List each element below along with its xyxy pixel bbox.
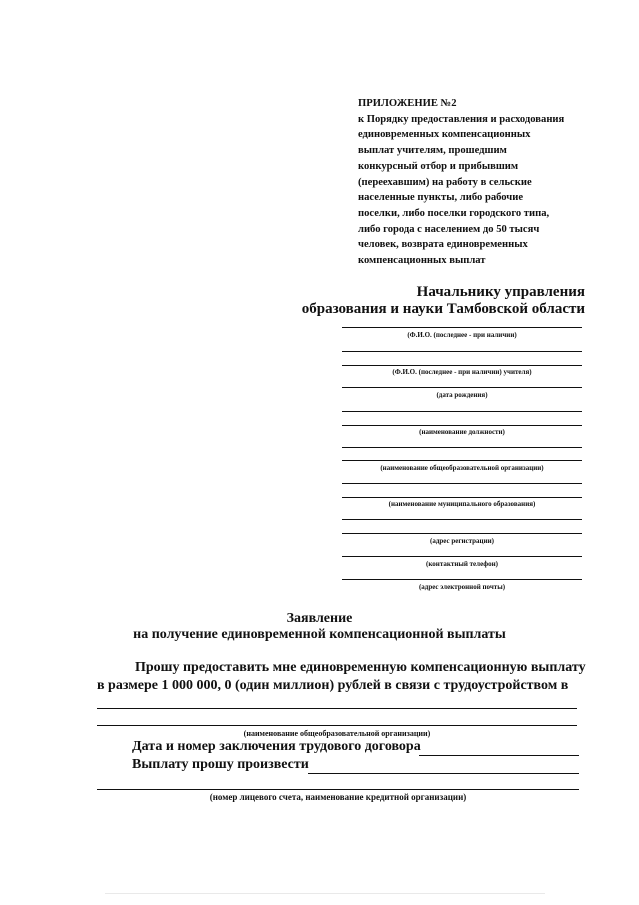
field-line[interactable] — [342, 519, 582, 520]
field-line[interactable] — [342, 425, 582, 426]
appendix-line: населенные пункты, либо рабочие — [358, 192, 524, 204]
appendix-line: компенсационных выплат — [358, 255, 486, 267]
appendix-line: конкурсный отбор и прибывшим — [358, 160, 519, 172]
contract-label: Дата и номер заключения трудового договора — [132, 739, 421, 754]
field-line[interactable] — [342, 556, 582, 557]
field-line[interactable] — [342, 460, 582, 461]
field-caption: (дата рождения) — [436, 391, 488, 399]
appendix-line: к Порядку предоставления и расходования — [358, 113, 565, 125]
addressee-line-1: Начальнику управления — [416, 284, 585, 300]
request-line-2: в размере 1 000 000, 0 (один миллион) рублей в связи с трудоустройством в — [97, 678, 569, 693]
request-line-1: Прошу предоставить мне единовременную компенсационную выплату — [135, 660, 586, 675]
field-line[interactable] — [342, 387, 582, 388]
field-caption: (наименование общеобразовательной организации) — [380, 464, 544, 472]
field-caption: (адрес регистрации) — [430, 537, 494, 545]
statement-subtitle: на получение единовременной компенсационной выплаты — [133, 627, 506, 642]
field-caption: (наименование должности) — [419, 428, 505, 436]
appendix-line: ПРИЛОЖЕНИЕ №2 — [358, 98, 457, 109]
field-line[interactable] — [342, 351, 582, 352]
payment-label: Выплату прошу произвести — [132, 757, 309, 772]
appendix-line: человек, возврата единовременных — [358, 239, 528, 251]
field-line[interactable] — [342, 533, 582, 534]
field-line[interactable] — [342, 365, 582, 366]
field-caption: (Ф.И.О. (последнее - при наличии) учителя) — [392, 368, 532, 376]
contract-input-line[interactable] — [419, 755, 579, 756]
field-line[interactable] — [342, 579, 582, 580]
account-caption: (номер лицевого счета, наименование кредитной организации) — [209, 792, 467, 802]
appendix-line: поселки, либо поселки городского типа, — [358, 207, 550, 219]
field-caption: (наименование муниципального образования) — [388, 500, 536, 508]
addressee-line-2: образования и науки Тамбовской области — [301, 301, 585, 317]
field-caption: (Ф.И.О. (последнее - при наличии) — [407, 331, 517, 339]
field-line[interactable] — [342, 483, 582, 484]
payment-input-line[interactable] — [308, 773, 579, 774]
organization-caption: (наименование общеобразовательной организации) — [243, 729, 431, 738]
field-caption: (контактный телефон) — [426, 560, 498, 568]
appendix-line: выплат учителям, прошедшим — [358, 145, 507, 157]
field-line[interactable] — [342, 497, 582, 498]
organization-line[interactable] — [97, 725, 577, 726]
organization-line[interactable] — [97, 708, 577, 709]
appendix-line: (переехавшим) на работу в сельские — [358, 176, 532, 188]
appendix-line: единовременных компенсационных — [358, 129, 531, 141]
field-line[interactable] — [342, 411, 582, 412]
field-caption: (адрес электронной почты) — [418, 583, 506, 591]
field-line[interactable] — [342, 447, 582, 448]
appendix-header — [358, 96, 598, 269]
field-line[interactable] — [342, 327, 582, 328]
scan-artifact — [105, 893, 545, 894]
statement-title: Заявление — [286, 611, 353, 626]
appendix-line: либо города с населением до 50 тысяч — [358, 223, 540, 235]
account-line[interactable] — [97, 789, 579, 790]
